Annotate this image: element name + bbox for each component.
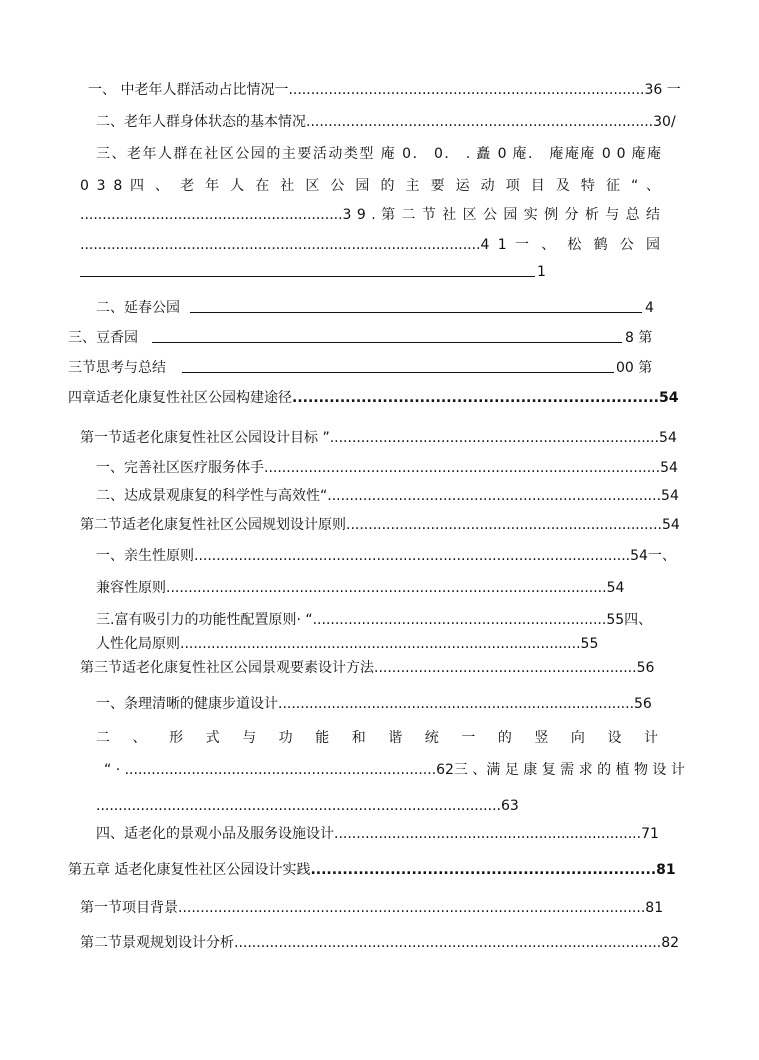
toc-entry: [88, 80, 681, 100]
toc-entry-title: 一、完善社区医疗服务体手: [96, 460, 264, 476]
toc-leader: .........................................................................................................: [178, 900, 646, 916]
toc-page-number: 71: [641, 826, 659, 842]
toc-page-number: 54: [606, 580, 625, 596]
toc-entry-title: 三、豆香园: [68, 330, 138, 346]
toc-entry: [80, 898, 663, 918]
toc-entry-title: 二、达成景观康复的科学性与高效性“: [96, 488, 328, 504]
toc-entry: [96, 728, 658, 748]
toc-entry-title: 三.富有吸引力的功能性配置原则· “: [96, 612, 313, 628]
toc-leader: .................................................................: [310, 862, 657, 878]
toc-entry-title: 四、适老化的景观小品及服务设施设计: [96, 826, 334, 842]
toc-entry: [80, 933, 679, 953]
toc-page-number: 56: [636, 660, 655, 676]
toc-entry: [96, 634, 598, 654]
toc-leader-line: [152, 342, 622, 343]
toc-leader: ..................................................................: [312, 612, 607, 628]
toc-entry-title: 四章适老化康复性社区公园构建途径: [68, 390, 292, 406]
toc-page-number: 81: [645, 900, 664, 916]
toc-entry: [96, 546, 676, 566]
toc-entry-title: 第二节景观规划设计分析: [80, 935, 234, 951]
toc-entry-title: 0 3 8 四 、 老 年 人 在 社 区 公 园 的 主 要 运 动 项 目 及 特 征 “ 、: [80, 178, 660, 194]
toc-entry: [96, 144, 661, 164]
toc-leader: ..............................................................................: [306, 114, 654, 130]
toc-entry: [96, 486, 679, 506]
toc-entry-title: 人性化局原则: [96, 636, 180, 652]
toc-entry-title: ...........................................................................................63: [96, 798, 519, 814]
toc-page-number: 54: [659, 430, 677, 446]
toc-entry: [104, 760, 685, 780]
toc-leader: .....................................................................: [292, 390, 659, 406]
toc-entry: [80, 658, 654, 678]
toc-entry: [68, 388, 678, 408]
toc-leader: ...........................................................: [374, 660, 637, 676]
toc-entry-title: 一、亲生性原则: [96, 548, 194, 564]
toc-entry-title: ..........................................................................................4 1 一 、 松 鹤 公 园: [80, 237, 660, 253]
toc-entry: [96, 112, 676, 132]
toc-entry-title: 二 、 形 式 与 功 能 和 谐 统 一 的 竖 向 设 计: [96, 730, 658, 746]
toc-leader-line: [80, 276, 535, 277]
toc-leader: ..................................................................................................: [194, 548, 631, 564]
toc-leader: .....................................................................: [334, 826, 642, 842]
toc-entry: [96, 458, 678, 478]
toc-leader: ..........................................................................................: [180, 636, 581, 652]
toc-page-number: 81: [656, 862, 676, 878]
toc-leader: ................................................................................: [278, 696, 635, 712]
toc-entry-title: 三节思考与总结: [68, 360, 166, 376]
toc-page-number: 56: [634, 696, 652, 712]
toc-leader-line: [190, 312, 642, 313]
toc-entry: [96, 610, 652, 630]
toc-page-number: 54: [658, 390, 679, 406]
toc-page-number: 1: [537, 264, 546, 280]
toc-leader: ................................................................................................: [234, 935, 662, 951]
toc-entry: [96, 578, 624, 598]
toc-page-number: 4: [645, 300, 654, 316]
toc-entry-title: 兼容性原则: [96, 580, 166, 596]
toc-page-number: 8 第: [625, 330, 653, 346]
toc-page-number: 54: [661, 517, 680, 533]
toc-entry-title: 一、 中老年人群活动占比情况一: [88, 82, 289, 98]
toc-entry: [96, 796, 519, 816]
toc-page-number: 30/: [653, 114, 676, 130]
toc-entry-title: 三、老年人群在社区公园的主要活动类型 庵 0． 0． . 矗 0 庵． 庵庵庵 0 0 庵庵: [96, 146, 661, 162]
toc-page-number: 54一、: [630, 548, 676, 564]
toc-page-number: 55: [580, 636, 599, 652]
toc-entry-title: 第二节适老化康复性社区公园规划设计原则: [80, 517, 346, 533]
toc-entry-title: 一、条理清晰的健康步道设计: [96, 696, 278, 712]
toc-entry: [80, 176, 660, 196]
toc-leader-line: [182, 372, 614, 373]
toc-entry: [96, 824, 659, 844]
toc-entry: [80, 205, 660, 225]
toc-page-number: 55四、: [606, 612, 653, 628]
toc-entry: [80, 428, 677, 448]
toc-entry-title: 第一节项目背景: [80, 900, 178, 916]
toc-entry-title: ...........................................................3 9 . 第 二 节 社 区 公 园 实 例 分 析 与 总 结: [80, 207, 660, 223]
toc-entry: [80, 235, 660, 255]
toc-leader: ...........................................................................: [327, 488, 662, 504]
toc-page-number: 36 一: [644, 82, 681, 98]
toc-page-number: 54: [661, 488, 679, 504]
toc-leader: ..........................................................................: [329, 430, 660, 446]
toc-page-number: 54: [660, 460, 678, 476]
toc-entry: [80, 515, 680, 535]
toc-entry-title: 第一节适老化康复性社区公园设计目标 ”: [80, 430, 330, 446]
toc-page-number: 82: [661, 935, 680, 951]
toc-leader: .........................................................................................: [264, 460, 661, 476]
toc-entry-title: 二、延春公园: [96, 300, 180, 316]
toc-entry-title: 二、老年人群身体状态的基本情况: [96, 114, 306, 130]
toc-entry-title: “ · ......................................................................62三 、满 足 康 复 需 求 的 植 物 设 计: [104, 762, 685, 778]
toc-page-number: 00 第: [616, 360, 653, 376]
toc-entry-title: 第三节适老化康复性社区公园景观要素设计方法: [80, 660, 374, 676]
toc-entry: [96, 694, 652, 714]
toc-entry: [68, 860, 676, 880]
toc-leader: ...................................................................................................: [166, 580, 607, 596]
toc-leader: .......................................................................: [346, 517, 662, 533]
toc-entry-title: 第五章 适老化康复性社区公园设计实践: [68, 862, 311, 878]
toc-leader: ................................................................................: [288, 82, 645, 98]
